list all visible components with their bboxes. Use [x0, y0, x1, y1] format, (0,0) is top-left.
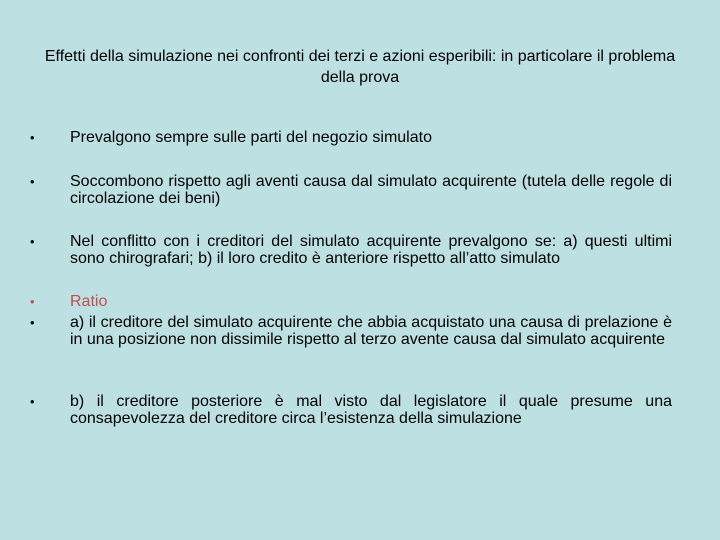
bullet-glyph: • — [30, 294, 35, 309]
slide-title: Effetti della simulazione nei confronti dei terzi e azioni esperibili: in particolare il problema della prova — [44, 48, 676, 86]
bullet-text: Prevalgono sempre sulle parti del negozio simulato — [70, 129, 432, 146]
bullet-glyph: • — [30, 234, 35, 249]
bullet-glyph: • — [30, 174, 35, 189]
bullet-glyph: • — [30, 394, 35, 409]
bullet-text: Nel conflitto con i creditori del simulato acquirente prevalgono se: a) questi ultimi sono chirografari; b) il loro credito è anteriore rispetto all’atto simulato — [70, 233, 672, 267]
bullet-text-ratio: Ratio — [70, 293, 108, 310]
bullet-text: b) il creditore posteriore è mal visto dal legislatore il quale presume una consapevolezza del creditore circa l’esistenza della simulazione — [70, 393, 672, 427]
bullet-glyph: • — [30, 130, 35, 145]
bullet-text: a) il creditore del simulato acquirente che abbia acquistato una causa di prelazione è in una posizione non dissimile rispetto al terzo avente causa dal simulato acquirente — [70, 314, 672, 348]
bullet-text: Soccombono rispetto agli aventi causa dal simulato acquirente (tutela delle regole di circolazione dei beni) — [70, 173, 672, 207]
bullet-glyph: • — [30, 315, 35, 330]
